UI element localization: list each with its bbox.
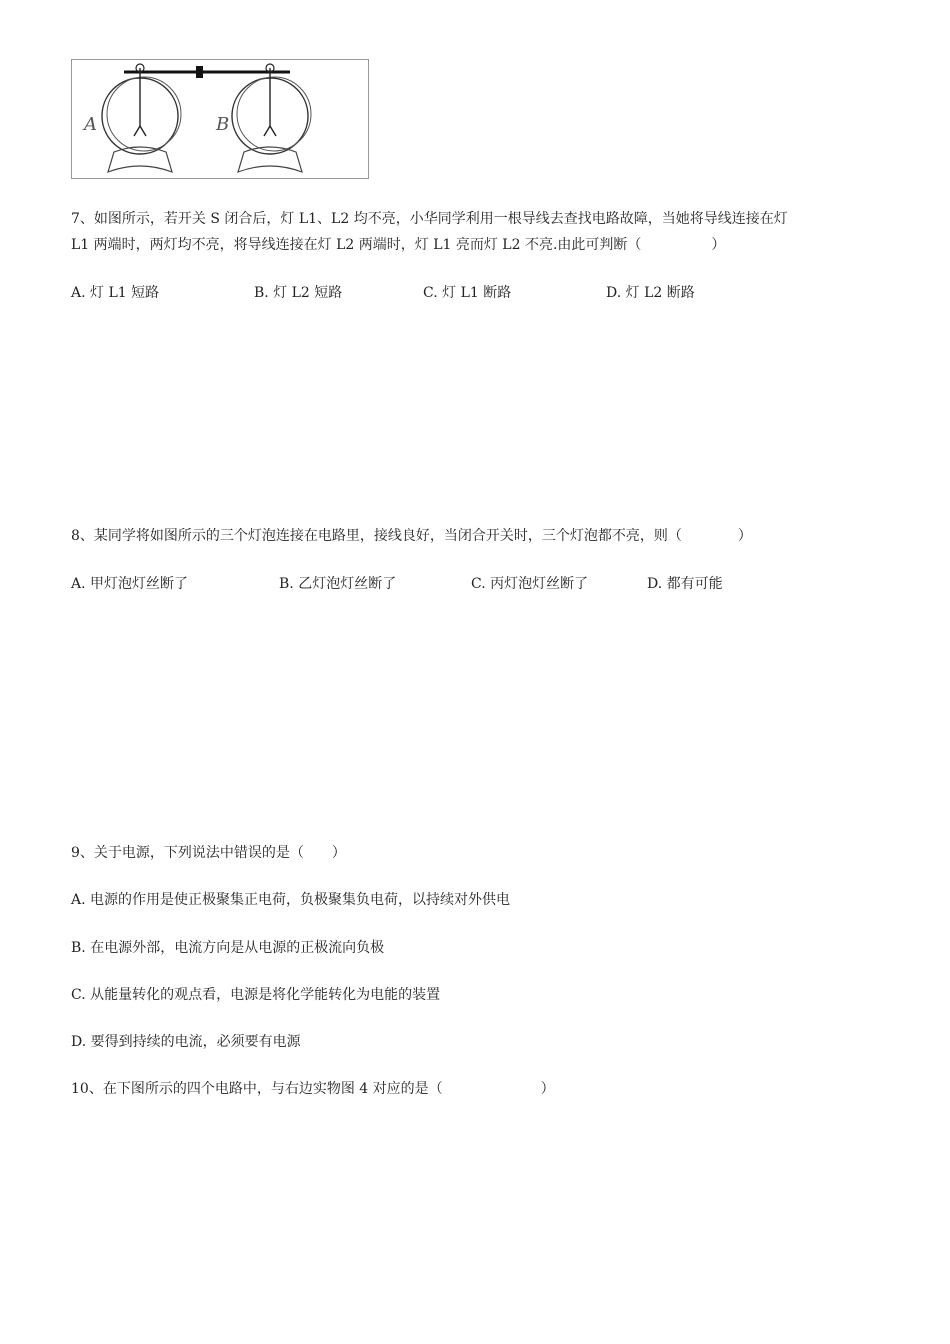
q7-option-c[interactable]: C. 灯 L1 断路 [423,285,512,301]
q8-option-b[interactable]: B. 乙灯泡灯丝断了 [279,576,397,592]
sphere-a [102,64,181,172]
q8-option-d[interactable]: D. 都有可能 [647,576,723,592]
label-a: A [84,114,97,135]
q9-option-b[interactable]: B. 在电源外部，电流方向是从电源的正极流向负极 [71,940,385,956]
q9-option-a[interactable]: A. 电源的作用是使正极聚集正电荷，负极聚集负电荷，以持续对外供电 [71,892,511,908]
label-b: B [216,114,230,135]
q7-option-a[interactable]: A. 灯 L1 短路 [71,285,160,301]
q7-option-b[interactable]: B. 灯 L2 短路 [254,285,343,301]
q8-option-c[interactable]: C. 丙灯泡灯丝断了 [471,576,589,592]
q8-option-a[interactable]: A. 甲灯泡灯丝断了 [71,576,189,592]
q10-stem: 10、在下图所示的四个电路中，与右边实物图 4 对应的是（ ） [71,1081,555,1097]
q9-stem: 9、关于电源，下列说法中错误的是（ ） [71,845,346,861]
q7-option-d[interactable]: D. 灯 L2 断路 [606,285,695,301]
q8-stem: 8、某同学将如图所示的三个灯泡连接在电路里，接线良好，当闭合开关时，三个灯泡都不亮，则（ ） [71,528,752,544]
q7-stem-line2: L1 两端时，两灯均不亮，将导线连接在灯 L2 两端时，灯 L1 亮而灯 L2 不亮.由此可判断（ ） [71,237,726,253]
q7-stem-line1: 7、如图所示，若开关 S 闭合后，灯 L1、L2 均不亮，小华同学利用一根导线去查找电路故障，当她将导线连接在灯 [71,211,788,227]
sphere-b [232,64,311,172]
q9-option-c[interactable]: C. 从能量转化的观点看，电源是将化学能转化为电能的装置 [71,987,441,1003]
q9-option-d[interactable]: D. 要得到持续的电流，必须要有电源 [71,1034,301,1050]
electroscope-figure [71,59,369,179]
